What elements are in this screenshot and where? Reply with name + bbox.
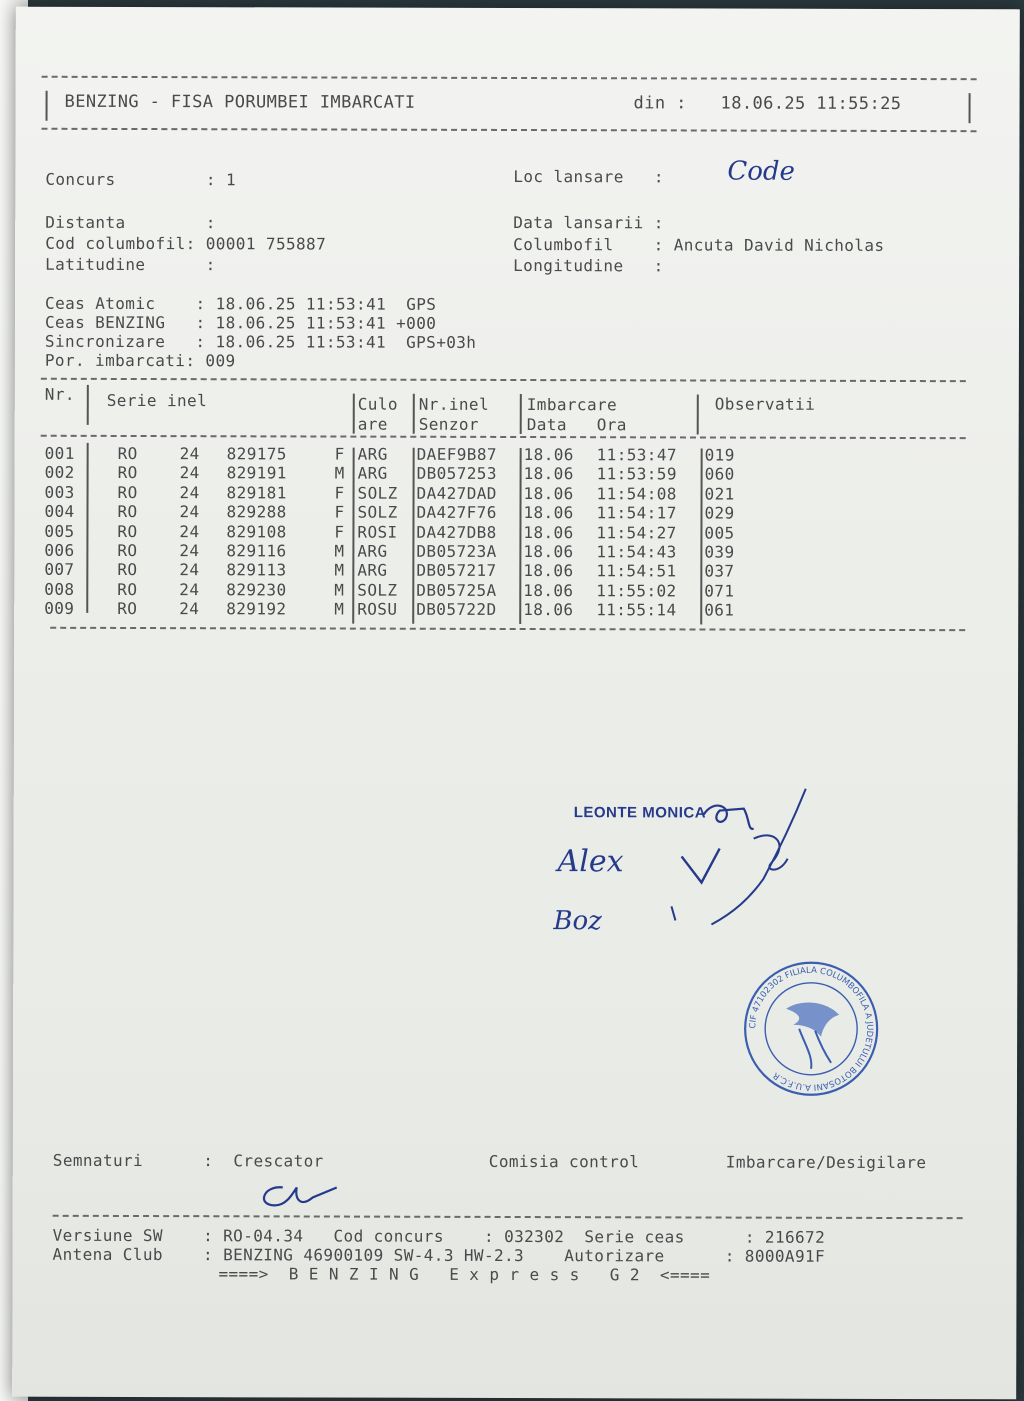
sincronizare-field: Sincronizare : 18.06.25 11:53:41 GPS+03h — [44, 331, 477, 352]
benzing-banner: ====> B E N Z I N G E x p r e s s G 2 <==== — [218, 1264, 711, 1285]
row-ring: 829288 — [226, 502, 287, 522]
row-time: 11:54:27 — [596, 522, 677, 543]
col-sep — [519, 448, 521, 624]
row-year: 24 — [179, 463, 200, 483]
col-header-nr: Nr. — [44, 384, 75, 404]
row-date: 18.06 — [523, 483, 574, 503]
distanta-field: Distanta : — [45, 212, 216, 233]
table-header-rule — [41, 435, 966, 439]
row-sensor: DA427DAD — [416, 483, 497, 503]
row-sex: F — [334, 444, 345, 464]
row-date: 18.06 — [523, 522, 574, 542]
row-sex: M — [334, 541, 345, 561]
row-date: 18.06 — [523, 445, 574, 465]
row-nr: 001 — [44, 443, 75, 463]
row-observatii: 039 — [704, 542, 735, 562]
row-year: 24 — [179, 502, 200, 522]
row-color: SOLZ — [357, 580, 398, 600]
crescator-signature — [253, 1175, 343, 1215]
col-sep — [700, 448, 702, 624]
signer-name-handwritten: LEONTE MONICA — [573, 804, 707, 822]
row-time: 11:54:51 — [596, 561, 677, 581]
row-country: RO — [117, 540, 138, 561]
row-country: RO — [117, 560, 138, 580]
col-header-imbarcare: Imbarcare — [526, 395, 618, 415]
ceas-atomic-field: Ceas Atomic : 18.06.25 11:53:41 GPS — [45, 293, 437, 314]
versiune-line: Versiune SW : RO-04.34 Cod concurs : 032302 Serie ceas : 216672 — [52, 1225, 826, 1247]
row-observatii: 019 — [704, 445, 735, 465]
row-color: ARG — [357, 560, 388, 581]
initials-signature: Boz — [553, 906, 602, 937]
col-sep — [86, 443, 88, 613]
row-country: RO — [117, 502, 138, 522]
col-sep — [412, 448, 414, 624]
row-time: 11:54:17 — [596, 503, 677, 523]
row-time: 11:55:14 — [596, 600, 677, 620]
row-year: 24 — [179, 444, 200, 464]
concurs-field: Concurs : 1 — [45, 169, 237, 190]
row-sex: F — [334, 522, 345, 542]
row-sensor: DB05725A — [416, 580, 497, 600]
row-time: 11:53:47 — [596, 445, 677, 465]
row-observatii: 071 — [704, 581, 735, 601]
club-seal-stamp — [741, 959, 881, 1099]
row-country: RO — [117, 443, 138, 464]
col-header-observatii: Observatii — [714, 394, 816, 414]
row-date: 18.06 — [523, 600, 574, 620]
row-observatii: 037 — [704, 561, 735, 581]
row-nr: 007 — [44, 560, 75, 580]
row-country: RO — [117, 579, 138, 599]
row-time: 11:54:43 — [596, 542, 677, 562]
loc-lansare-field: Loc lansare : — [513, 166, 664, 187]
row-nr: 004 — [44, 501, 75, 522]
header-bottom-rule — [41, 128, 976, 132]
row-nr: 003 — [44, 482, 75, 502]
row-nr: 006 — [44, 540, 75, 560]
row-sex: M — [334, 599, 345, 619]
row-date: 18.06 — [523, 580, 574, 600]
row-nr: 002 — [44, 463, 75, 483]
row-sex: M — [334, 463, 345, 483]
row-nr: 005 — [44, 521, 75, 541]
table-bottom-rule — [50, 627, 965, 631]
latitudine-field: Latitudine : — [45, 254, 216, 275]
row-sex: M — [334, 580, 345, 600]
row-sex: M — [334, 560, 345, 580]
row-sensor: DB057253 — [416, 464, 497, 484]
col-sep — [697, 394, 699, 434]
row-ring: 829116 — [226, 541, 287, 561]
row-color: SOLZ — [357, 502, 398, 522]
row-sensor: DB05722D — [416, 599, 497, 620]
col-sep — [520, 394, 522, 434]
row-date: 18.06 — [523, 561, 574, 581]
col-header-nr-inel: Nr.inel — [418, 394, 490, 414]
row-ring: 829230 — [226, 580, 287, 600]
col-sep — [353, 394, 355, 434]
row-observatii: 029 — [704, 503, 735, 523]
col-header-ora: Ora — [596, 415, 627, 435]
row-sex: F — [334, 502, 345, 522]
row-ring: 829113 — [226, 560, 287, 580]
row-ring: 829191 — [226, 463, 287, 483]
din-label: din : — [633, 93, 687, 114]
row-ring: 829108 — [226, 521, 287, 541]
row-nr: 008 — [44, 579, 75, 599]
row-ring: 829175 — [226, 444, 287, 464]
row-color: ARG — [357, 541, 388, 561]
row-country: RO — [117, 521, 138, 541]
comisia-control-label: Comisia control — [488, 1151, 640, 1172]
row-sensor: DA427DB8 — [416, 522, 497, 542]
row-color: ROSU — [357, 599, 398, 619]
row-year: 24 — [179, 541, 200, 561]
row-ring: 829181 — [226, 483, 287, 503]
row-observatii: 060 — [704, 464, 735, 484]
col-sep — [413, 394, 415, 434]
row-sensor: DB057217 — [416, 561, 497, 581]
antena-line: Antena Club : BENZING 46900109 SW-4.3 HW-2.3 Autorizare : 8000A91F — [52, 1244, 826, 1266]
col-header-serie-inel: Serie inel — [106, 390, 208, 411]
cod-columbofil-field: Cod columbofil: 00001 755887 — [45, 233, 327, 254]
header-top-rule — [42, 76, 977, 80]
print-datetime: 18.06.25 11:55:25 — [720, 93, 902, 115]
svg-text:CIF 47102302 FILIALA COLUMBOFI: CIF 47102302 FILIALA COLUMBOFILA A JUDETULUI BOTOSANI A.U.F.C.R — [748, 965, 875, 1092]
row-nr: 009 — [44, 598, 75, 619]
columbofil-field: Columbofil : Ancuta David Nicholas — [513, 234, 885, 255]
col-sep — [87, 385, 89, 425]
row-country: RO — [117, 463, 138, 483]
col-header-culo: Culo — [357, 394, 398, 414]
row-year: 24 — [179, 482, 200, 502]
signature-scribbles — [653, 778, 833, 928]
row-ring: 829192 — [226, 599, 287, 619]
col-header-are: are — [357, 414, 388, 434]
row-observatii: 021 — [704, 484, 735, 504]
ceas-benzing-field: Ceas BENZING : 18.06.25 11:53:41 +000 — [44, 312, 437, 333]
alex-signature: Alex — [557, 844, 624, 880]
longitudine-field: Longitudine : — [513, 255, 664, 276]
row-date: 18.06 — [523, 542, 574, 562]
footer-rule — [53, 1215, 963, 1219]
semnaturi-crescator: Semnaturi : Crescator — [52, 1150, 324, 1171]
row-date: 18.06 — [523, 464, 574, 484]
row-year: 24 — [179, 521, 200, 541]
row-date: 18.06 — [523, 503, 574, 523]
row-sensor: DB05723A — [416, 541, 497, 561]
row-year: 24 — [179, 579, 200, 599]
row-color: ROSI — [357, 522, 398, 542]
imbarcare-desigilare-label: Imbarcare/Desigilare — [725, 1152, 927, 1173]
por-imbarcati-field: Por. imbarcati: 009 — [44, 350, 236, 371]
row-time: 11:55:02 — [596, 581, 677, 601]
col-header-data: Data — [526, 415, 567, 435]
col-header-senzor: Senzor — [418, 414, 479, 434]
row-sensor: DAEF9B87 — [416, 444, 497, 464]
row-year: 24 — [179, 560, 200, 580]
row-color: SOLZ — [357, 483, 398, 503]
table-top-rule — [41, 378, 966, 382]
embarkation-sheet — [12, 7, 1020, 1400]
row-observatii: 061 — [704, 600, 735, 620]
row-color: ARG — [357, 444, 388, 464]
row-sex: F — [334, 483, 345, 503]
row-color: ARG — [357, 463, 388, 484]
row-time: 11:54:08 — [596, 484, 677, 504]
header-left-bar — [46, 91, 48, 121]
row-country: RO — [117, 482, 138, 502]
document-title: BENZING - FISA PORUMBEI IMBARCATI — [64, 91, 416, 113]
loc-lansare-handwritten: Code — [727, 156, 796, 187]
row-observatii: 005 — [704, 523, 735, 543]
row-country: RO — [117, 599, 138, 619]
row-sensor: DA427F76 — [416, 502, 497, 523]
data-lansarii-field: Data lansarii : — [513, 212, 664, 233]
row-year: 24 — [179, 599, 200, 619]
col-sep — [352, 448, 354, 624]
row-time: 11:53:59 — [596, 464, 677, 484]
header-right-bar — [969, 93, 971, 123]
